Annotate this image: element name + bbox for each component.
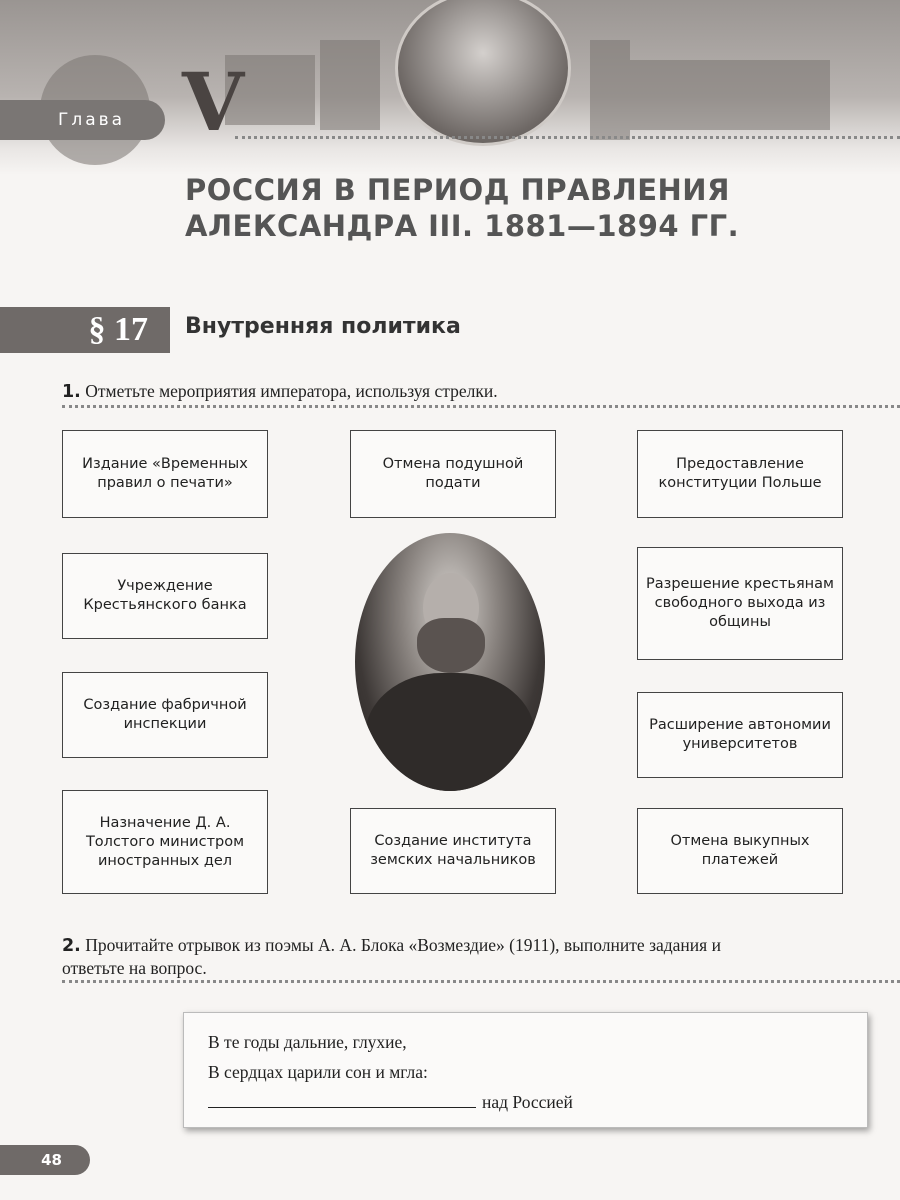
- measure-box[interactable]: Создание фабричной инспекции: [62, 672, 268, 758]
- poem-line: В те годы дальние, глухие,: [208, 1032, 407, 1052]
- measure-box[interactable]: Учреждение Крестьянского банка: [62, 553, 268, 639]
- divider: [62, 980, 900, 983]
- chapter-title: [185, 172, 739, 244]
- title-line: РОССИЯ В ПЕРИОД ПРАВЛЕНИЯ: [185, 173, 730, 207]
- section-number: § 17: [0, 307, 170, 353]
- measure-box[interactable]: Отмена подушной подати: [350, 430, 556, 518]
- measure-box[interactable]: Отмена выкупных платежей: [637, 808, 843, 894]
- task-1: [62, 380, 782, 403]
- portrait-medallion: [395, 0, 571, 146]
- task-2: [62, 934, 782, 979]
- measure-box[interactable]: Разрешение крестьянам свободного выхода из общины: [637, 547, 843, 660]
- task-text: Отметьте мероприятия императора, используя стрелки.: [85, 381, 498, 401]
- chapter-number: V: [182, 55, 245, 149]
- poem-line-tail: над Россией: [482, 1092, 573, 1112]
- divider: [235, 136, 900, 139]
- answer-blank[interactable]: [208, 1091, 476, 1108]
- section-heading: Внутренняя политика: [185, 314, 461, 339]
- poem-excerpt: [183, 1012, 868, 1128]
- chapter-banner-illustration: [0, 0, 900, 175]
- title-line: АЛЕКСАНДРА III. 1881—1894 ГГ.: [185, 209, 740, 243]
- task-number: 2.: [62, 936, 81, 956]
- measure-box[interactable]: Создание института земских начальников: [350, 808, 556, 894]
- emperor-portrait: [355, 533, 545, 791]
- poem-line: [208, 1087, 867, 1117]
- measure-box[interactable]: Назначение Д. А. Толстого министром иностранных дел: [62, 790, 268, 894]
- chapter-label: Глава: [0, 100, 165, 140]
- poem-line: В сердцах царили сон и мгла:: [208, 1062, 428, 1082]
- measure-box[interactable]: Предоставление конституции Польше: [637, 430, 843, 518]
- measure-box[interactable]: Расширение автономии университетов: [637, 692, 843, 778]
- task-text: Прочитайте отрывок из поэмы А. А. Блока «Возмездие» (1911), выполните задания и ответьте на вопрос.: [62, 935, 721, 978]
- task-number: 1.: [62, 382, 81, 402]
- measure-box[interactable]: Издание «Временных правил о печати»: [62, 430, 268, 518]
- page-number: 48: [0, 1145, 90, 1175]
- divider: [62, 405, 900, 408]
